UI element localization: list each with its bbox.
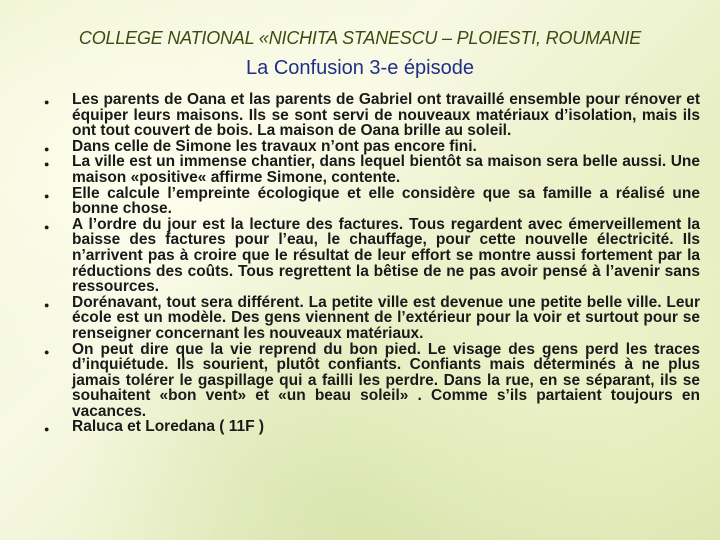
bullet-dot-icon: ● — [44, 221, 50, 232]
bullet-dot-icon: ● — [44, 143, 50, 154]
list-item — [40, 342, 700, 420]
bullet-dot-icon: ● — [44, 424, 50, 435]
list-item — [40, 295, 700, 342]
bullet-list — [40, 92, 700, 435]
bullet-dot-icon: ● — [44, 159, 50, 170]
list-item-text: Elle calcule l’empreinte écologique et elle considère que sa famille a réalisé une bonne chose. — [72, 184, 700, 218]
list-item-text: La ville est un immense chantier, dans lequel bientôt sa maison sera belle aussi. Une maison «positive« affirme Simone, contente. — [72, 153, 700, 186]
list-item-text: A l’ordre du jour est la lecture des factures. Tous regardent avec émerveillement la baisse des factures pour l’eau, le chauffage, pour cette nouvelle électricité. Ils n’arrivent pas à croire que le résultat de leur effort se montre aussi fortement par la réductions des coûts. Tous regrettent la bêtise de ne pas avoir pensé à l’avenir sans ressources. — [72, 215, 700, 296]
bullet-dot-icon: ● — [44, 190, 50, 201]
list-item — [40, 139, 700, 155]
bullet-dot-icon: ● — [44, 346, 50, 357]
list-item — [40, 217, 700, 295]
bullet-dot-icon: ● — [44, 97, 50, 107]
list-item — [40, 154, 700, 185]
list-item-text: Raluca et Loredana ( 11F ) — [72, 418, 265, 436]
list-item-text: On peut dire que la vie reprend du bon pied. Le visage des gens perd les traces d’inquiétude. Ils sourient, plutôt confiants. Confiants mais déterminés à ne plus jamais tolérer le gaspillage qui a failli les perdre. Dans la rue, en se séparant, ils se souhaitent «bon vent» et «un beau soleil» . Comme s’ils partaient toujours en vacances. — [72, 340, 700, 420]
list-item-text: Les parents de Oana et las parents de Gabriel ont travaillé ensemble pour rénover et équiper leurs maisons. Ils se sont servi de nouveaux matériaux d’isolation, mais ils ont tout couvert de bois. La maison de Oana brille au soleil. — [72, 91, 700, 140]
list-item-text: Dans celle de Simone les travaux n’ont pas encore fini. — [72, 137, 477, 155]
list-item-text: Dorénavant, tout sera différent. La petite ville est devenue une petite belle ville. Leur école est un modèle. Des gens viennent de l’extérieur pour la voir et surtout pour se renseigner concernant les nouveaux matériaux. — [72, 293, 700, 342]
list-item — [40, 186, 700, 217]
list-item — [40, 419, 700, 435]
slide-title: La Confusion 3-e épisode — [246, 57, 474, 79]
school-header: COLLEGE NATIONAL «NICHITA STANESCU – PLOIESTI, ROUMANIE — [78, 28, 642, 48]
bullet-dot-icon: ● — [44, 299, 50, 310]
list-item — [40, 92, 700, 139]
